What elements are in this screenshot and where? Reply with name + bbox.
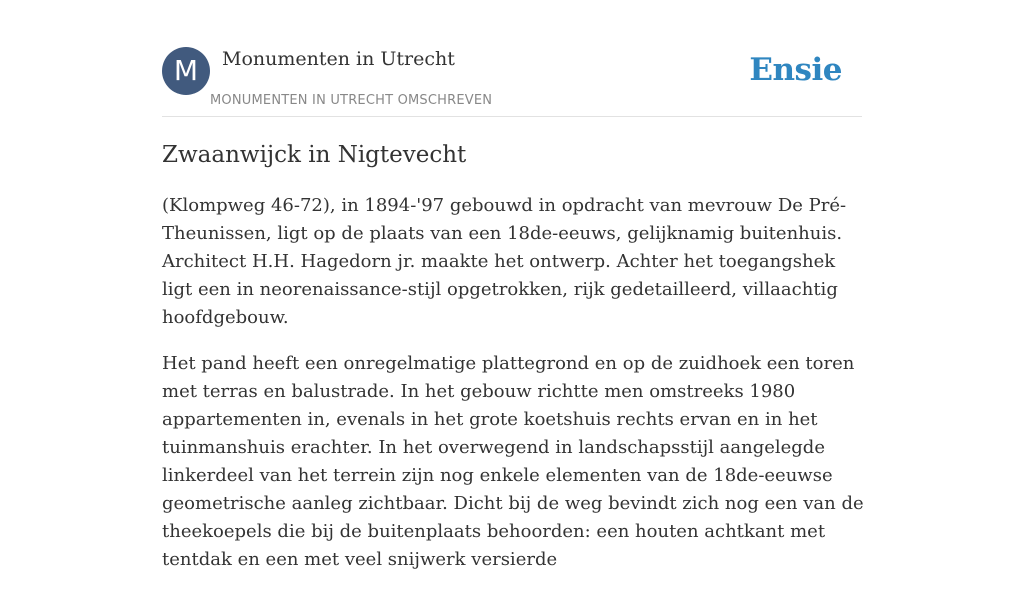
text-fade-overlay: [894, 482, 1024, 512]
avatar[interactable]: M: [162, 47, 210, 95]
source-subtitle: MONUMENTEN IN UTRECHT OMSCHREVEN: [210, 93, 493, 108]
source-title-link[interactable]: Monumenten in Utrecht: [222, 48, 455, 70]
article-body: [162, 192, 866, 592]
article-paragraph: Het pand heeft een onregelmatige plattegrond en op de zuidhoek een toren met terras en balustrade. In het gebouw richtte men omstreeks 1980 appartementen in, evenals in het grote koetshuis rechts ervan en in het tuinmanshuis erachter. In het overwegend in landschapsstijl aangelegde linkerdeel van het terrein zijn nog enkele elementen van de 18de-eeuwse geometrische aanleg zichtbaar. Dicht bij de weg bevindt zich nog een van de theekoepels die bij de buitenplaats behoorden: een houten achtkant met tentdak en een met veel snijwerk versierde: [162, 353, 864, 570]
article-paragraph: (Klompweg 46-72), in 1894-'97 gebouwd in opdracht van mevrouw De Pré-Theunissen, ligt op de plaats van een 18de-eeuws, gelijknamig buitenhuis. Architect H.H. Hagedorn jr. maakte het ontwerp. Achter het toegangshek ligt een in neorenaissance-stijl opgetrokken, rijk gedetailleerd, villaachtig hoofdgebouw.: [162, 195, 847, 328]
article-title: Zwaanwijck in Nigtevecht: [162, 142, 467, 168]
source-header: [162, 47, 862, 117]
ensie-logo[interactable]: Ensie: [749, 52, 842, 88]
